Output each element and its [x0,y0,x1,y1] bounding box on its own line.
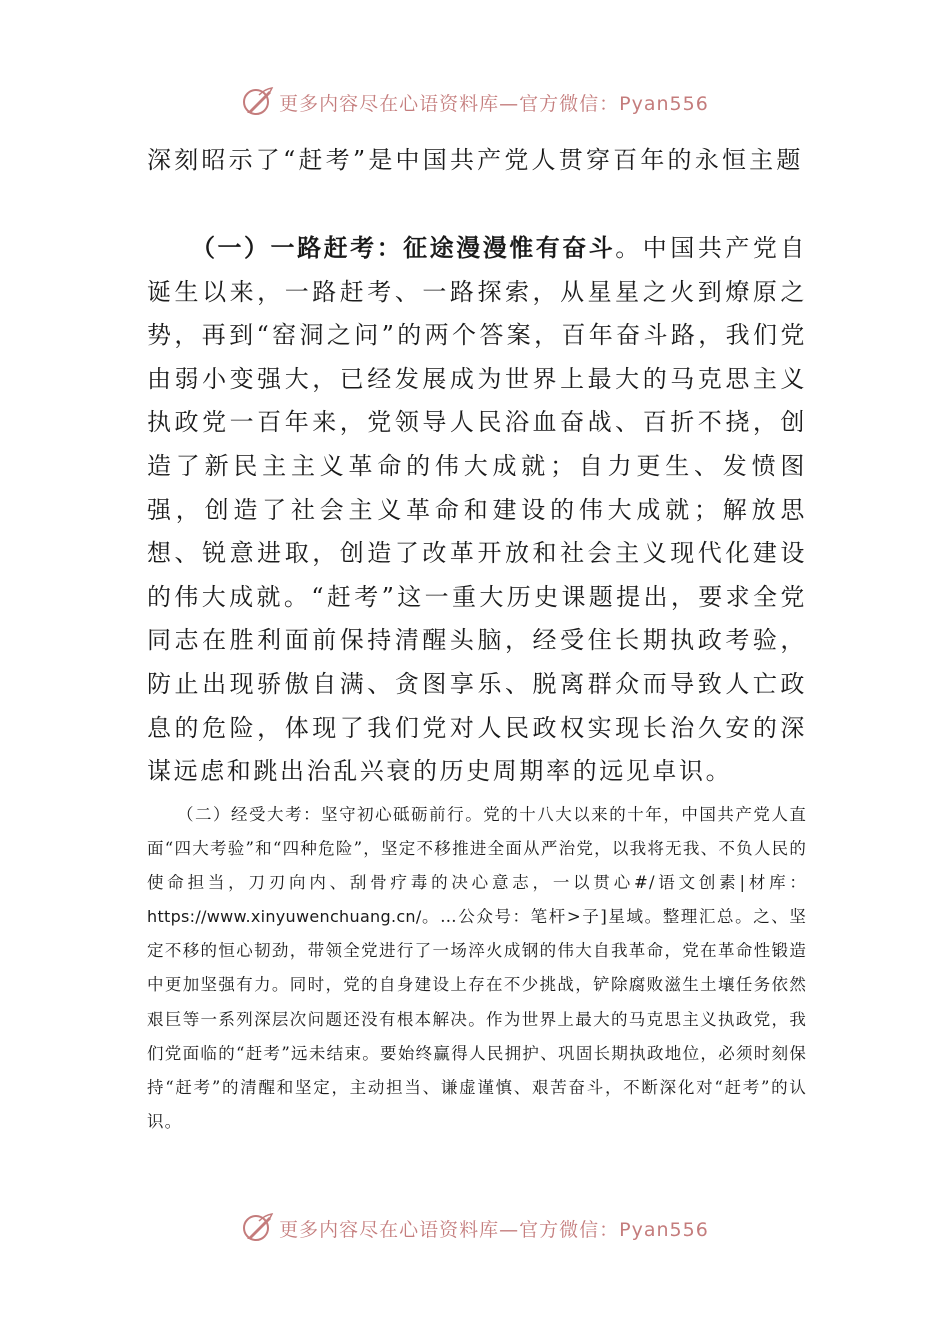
paragraph-section-2 [147,798,807,1139]
section-2-part2: 。…公众号：笔杆>子]星域。整理汇总。之、坚定不移的恒心韧劲，带领全党进行了一场淬火成钢的伟大自我革命，党在革命性锻造中更加坚强有力。同时，党的自身建设上存在不少挑战，铲除腐败滋生土壤任务依然艰巨等一系列深层次问题还没有根本解决。作为世界上最大的马克思主义执政党，我们党面临的“赶考”远未结束。要始终赢得人民拥护、巩固长期执政地位，必须时刻保持“赶考”的清醒和坚定，主动担当、谦虚谨慎、艰苦奋斗，不断深化对“赶考”的认识。 [147,907,807,1131]
source-url: https://www.xinyuwenchuang.cn/ [147,907,422,927]
watermark-text: 更多内容尽在心语资料库—官方微信：Pyan556 [279,92,709,115]
section-1-title: （一）一路赶考：征途漫漫惟有奋斗 [191,233,616,262]
section-heading: 深刻昭示了“赶考”是中国共产党人贯穿百年的永恒主题 [147,146,804,174]
section-1-body: 。中国共产党自诞生以来，一路赶考、一路探索，从星星之火到燎原之势，再到“窑洞之问”的两个答案，百年奋斗路，我们党由弱小变强大，已经发展成为世界上最大的马克思主义执政党一百年来，党领导人民浴血奋战、百折不挠，创造了新民主主义革命的伟大成就；自力更生、发愤图强，创造了社会主义革命和建设的伟大成就；解放思想、锐意进取，创造了改革开放和社会主义现代化建设的伟大成就。“赶考”这一重大历史课题提出，要求全党同志在胜利面前保持清醒头脑，经受住长期执政考验，防止出现骄傲自满、贪图享乐、脱离群众而导致人亡政息的危险，体现了我们党对人民政权实现长治久安的深谋远虑和跳出治乱兴衰的历史周期率的远见卓识。 [147,234,807,786]
watermark-text: 更多内容尽在心语资料库—官方微信：Pyan556 [279,1218,709,1241]
paragraph-section-1 [147,226,807,794]
quill-logo-icon [241,85,275,119]
section-2-part1: （二）经受大考：坚守初心砥砺前行。党的十八大以来的十年，中国共产党人直面“四大考验”和“四种危险”，坚定不移推进全面从严治党，以我将无我、不负人民的使命担当，刀刃向内、刮骨疗毒的决心意志，一以贯心#/语文创素|材库： [147,805,807,893]
watermark-footer [0,1211,950,1245]
quill-logo-icon [241,1211,275,1245]
watermark-header [0,85,950,119]
